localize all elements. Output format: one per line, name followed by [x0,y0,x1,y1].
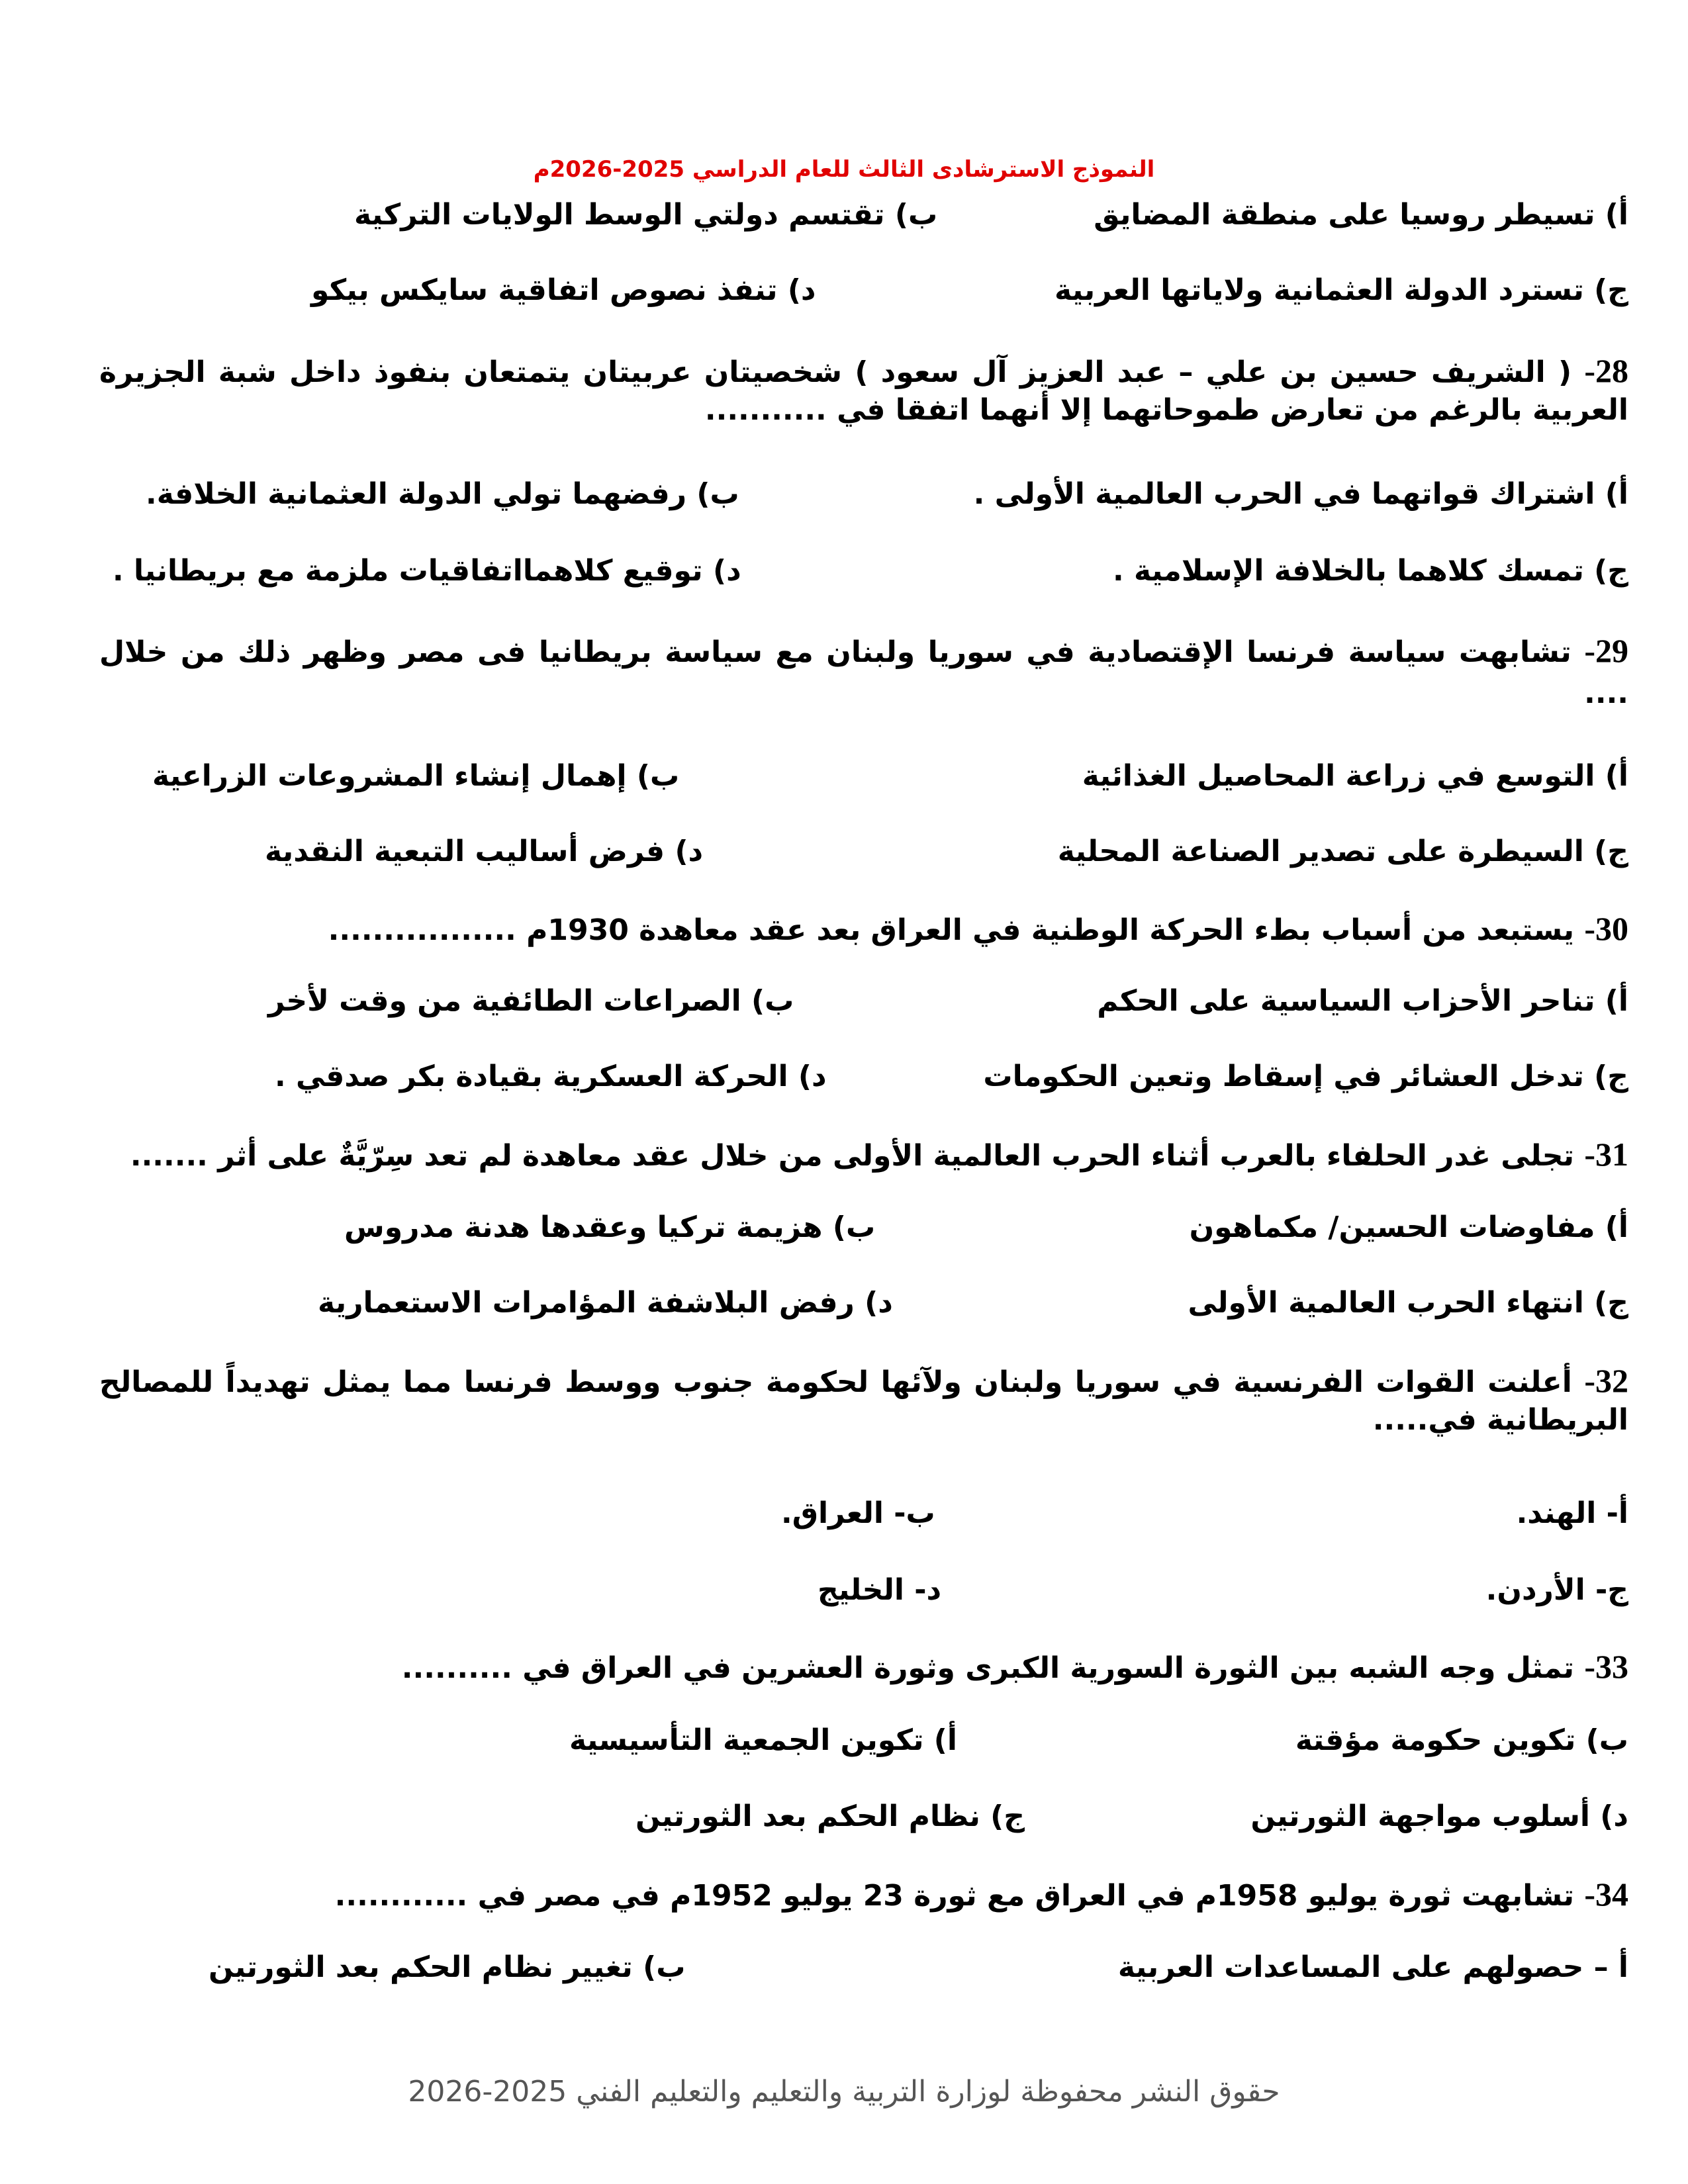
option-b: ب) هزيمة تركيا وعقدها هدنة مدروس [344,1210,876,1244]
question-number: 33- [1584,1648,1628,1685]
question-text: تشابهت ثورة يوليو 1958م في العراق مع ثورة 23 يوليو 1952م في مصر في ............ [334,1879,1575,1913]
question-number: 34- [1584,1876,1628,1913]
question-number: 29- [1584,632,1628,669]
option-row [93,1497,1628,1537]
option-row [93,1060,1628,1100]
question-number: 28- [1584,352,1628,389]
option-a: أ) التوسع في زراعة المحاصيل الغذائية [1082,759,1628,793]
option-a: أ) مفاوضات الحسين/ مكماهون [1189,1210,1628,1244]
option-row [93,1951,1628,1991]
option-row [93,478,1628,518]
option-b: ب) تكوين حكومة مؤقتة [1295,1723,1628,1757]
option-b: ب- العراق. [781,1496,935,1530]
option-a: أ- الهند. [1516,1496,1628,1530]
question-32 [99,1360,1628,1438]
option-row [93,274,1628,314]
option-row [93,985,1628,1024]
option-c: ج) تمسك كلاهما بالخلافة الإسلامية . [1112,554,1628,588]
option-a: أ) تسيطر روسيا على منطقة المضايق [1094,198,1628,232]
option-c: ج- الأردن. [1485,1573,1628,1607]
question-31 [73,1136,1628,1175]
copyright-footer: حقوق النشر محفوظة لوزارة التربية والتعليم والتعليم الفني 2025-2026 [408,2075,1280,2109]
question-text: يستبعد من أسباب بطء الحركة الوطنية في العراق بعد عقد معاهدة 1930م ................. [328,913,1575,947]
option-a: أ – حصولهم على المساعدات العربية [1117,1950,1628,1984]
option-b: ب) تقتسم دولتي الوسط الولايات التركية [354,198,938,232]
option-d: د) أسلوب مواجهة الثورتين [1250,1799,1628,1833]
question-number: 32- [1584,1362,1628,1399]
option-c: ج) تسترد الدولة العثمانية ولاياتها العربية [1054,273,1628,307]
question-text: تجلى غدر الحلفاء بالعرب أثناء الحرب العالمية الأولى من خلال عقد معاهدة لم تعد سِرّيَّةٌ على أثر ....... [130,1139,1575,1173]
option-b: ب) إهمال إنشاء المشروعات الزراعية [152,759,680,793]
option-row [93,1287,1628,1326]
option-c: ج) نظام الحكم بعد الثورتين [635,1799,1025,1833]
question-text: تشابهت سياسة فرنسا الإقتصادية في سوريا ولبنان مع سياسة بريطانيا فى مصر وظهر ذلك من خلال .... [99,635,1628,710]
option-b: ب) رفضهما تولي الدولة العثمانية الخلافة. [146,477,739,511]
option-d: د) الحركة العسكرية بقيادة بكر صدقي . [275,1060,827,1093]
question-30 [99,910,1628,950]
option-row [93,835,1628,875]
option-d: د) فرض أساليب التبعية النقدية [265,835,704,868]
option-a: أ) اشتراك قواتهما في الحرب العالمية الأولى . [973,477,1628,511]
option-a: أ) تكوين الجمعية التأسيسية [569,1723,957,1757]
question-text: تمثل وجه الشبه بين الثورة السورية الكبرى وثورة العشرين في العراق في .......... [401,1651,1575,1685]
question-34 [99,1876,1628,1915]
option-row [93,760,1628,799]
question-28 [99,349,1628,429]
question-number: 30- [1584,910,1628,947]
option-row [93,1574,1628,1614]
question-29 [99,629,1628,713]
option-d: د) توقيع كلاهمااتفاقيات ملزمة مع بريطانيا . [113,554,741,588]
option-c: ج) تدخل العشائر في إسقاط وتعين الحكومات [983,1060,1628,1093]
question-text: ( الشريف حسين بن علي – عبد العزيز آل سعود ) شخصيتان عربيتان يتمتعان بنفوذ داخل شبة الجزيرة العربية بالرغم من تعارض طموحاتهما إلا أنهما اتفقا في ........... [99,355,1628,427]
option-c: ج) انتهاء الحرب العالمية الأولى [1188,1286,1628,1320]
question-text: أعلنت القوات الفرنسية في سوريا ولبنان ولآئها لحكومة جنوب ووسط فرنسا مما يمثل تهديداً للمصالح البريطانية في..... [99,1365,1628,1437]
option-b: ب) تغيير نظام الحكم بعد الثورتين [209,1950,686,1984]
question-33 [99,1648,1628,1688]
option-row [93,555,1628,594]
option-row [93,199,1628,238]
option-d: د) تنفذ نصوص اتفاقية سايكس بيكو [311,273,816,307]
option-d: د) رفض البلاشفة المؤامرات الاستعمارية [318,1286,893,1320]
question-number: 31- [1584,1136,1628,1173]
option-c: ج) السيطرة على تصدير الصناعة المحلية [1057,835,1628,868]
option-d: د- الخليج [818,1573,942,1607]
option-row [93,1800,1628,1840]
option-row [93,1724,1628,1764]
option-a: أ) تناحر الأحزاب السياسية على الحكم [1097,984,1628,1018]
option-b: ب) الصراعات الطائفية من وقت لأخر [268,984,794,1018]
option-row [93,1211,1628,1251]
page-title: النموذج الاسترشادى الثالث للعام الدراسي 2025-2026م [533,156,1155,183]
